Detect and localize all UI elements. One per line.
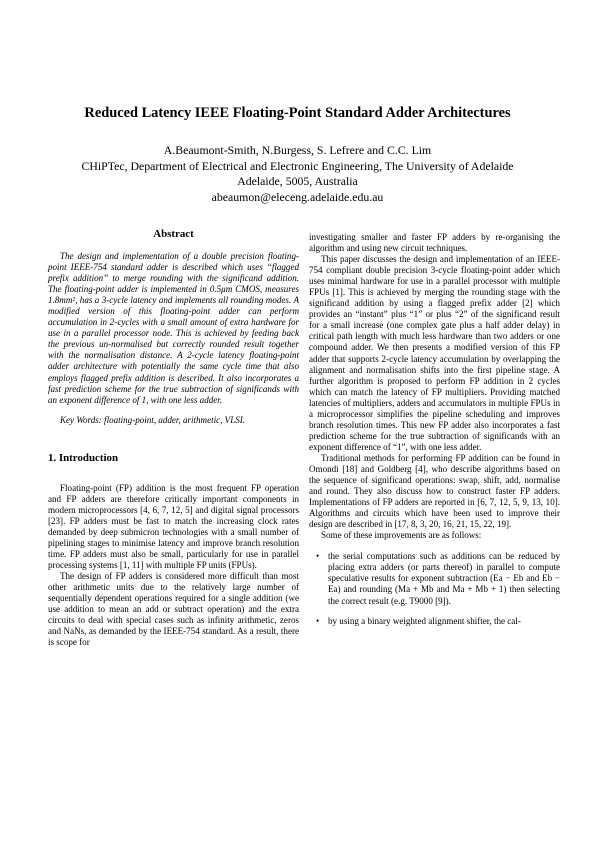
author-affiliation: CHiPTec, Department of Electrical and Electronic Engineering, The University of Adelaide (81, 158, 514, 173)
abstract-heading: Abstract (153, 228, 194, 240)
list-item (309, 551, 560, 606)
author-address: Adelaide, 5005, Australia (237, 174, 358, 188)
author-names: A.Beaumont-Smith, N.Burgess, S. Lefrere and C.C. Lim (163, 143, 432, 157)
abstract-section (48, 228, 299, 426)
body-paragraph: Some of these improvements are as follows: (321, 530, 482, 541)
body-paragraph: This paper discusses the design and implementation of an IEEE-754 compliant double precision 3-cycle floating-point adder which uses minimal hardware for use in a parallel processor with multiple FPUs [1]. This is achieved by merging the rounding stage with the significand addition by using a flagged prefix adder [2] which provides an “instant” plus “1” or plus “2” of the significand result for a small increase (one complex gate plus a half adder delay) in critical path length with much less hardware than two adders or one compound adder. We then presents a modified version of this FP adder that supports 2-cycle latency accumulation by overlapping the alignment and normalisation shifts into the first pipeline stage. A further algorithm is proposed to perform FP addition in 2 cycles which can match the latency of FP multipliers. Providing matched latencies of multipliers, adders and accumulators in multiple FPUs in a microprocessor simplifies the pipeline scheduling and improves branch resolution times. This new FP adder also incorporates a fast prediction scheme for the true subtraction of significands with an exponent difference of “1”, with one less adder. (309, 254, 560, 452)
left-column (48, 228, 299, 648)
intro-paragraph: The design of FP adders is considered more difficult than most other arithmetic units due to the relatively large number of sequentially dependent operations required for a single addition (we use addition to mean an add or subtract operation) and the extra circuits to deal with special cases such as infinity arithmetic, zeros and NaNs, as demanded by the IEEE-754 standard. As a result, there is scope for (48, 571, 299, 648)
list-item-text: by using a binary weighted alignment shifter, the cal- (328, 615, 521, 626)
keywords: Key Words: floating-point, adder, arithmetic, VLSI. (60, 414, 246, 425)
improvement-list (309, 551, 560, 626)
bullet-icon: • (316, 551, 320, 562)
body-paragraph: investigating smaller and faster FP adders by re-organising the algorithm and using new circuit techniques. (309, 232, 560, 254)
paper-title: Reduced Latency IEEE Floating-Point Standard Adder Architectures (84, 105, 511, 121)
intro-paragraph: Floating-point (FP) addition is the most frequent FP operation and FP adders are therefore critically important components in modern microprocessors [4, 6, 7, 12, 5] and digital signal processors [23]. FP adders must be fast to match the increasing clock rates demanded by deep submicron technologies with a small number of pipelining stages to minimise latency and improve branch resolution time. FP adders must also be small, particularly for use in parallel processing systems [1, 11] with multiple FP units (FPUs). (48, 482, 299, 571)
author-email: abeaumon@eleceng.adelaide.edu.au (211, 189, 384, 204)
list-item (309, 616, 560, 627)
author-block (40, 143, 555, 205)
body-paragraph: Traditional methods for performing FP addition can be found in Omondi [18] and Goldberg [4], who describe algorithms based on the sequence of significand operations: swap, shift, add, normalise and round. They also discuss how to construct faster FP adders. Implementations of FP adders are reported in [6, 7, 12, 5, 9, 13, 10]. Algorithms and circuits which have been used to improve their design are described in [17, 8, 3, 20, 16, 21, 15, 22, 19]. (309, 452, 560, 530)
bullet-icon: • (316, 615, 320, 626)
abstract-text: The design and implementation of a double precision floating-point IEEE-754 standard adder is described which uses “flagged prefix addition” to merge rounding with the significand addition. The floating-point adder is implemented in 0.5μm CMOS, measures 1.8mm², has a 3-cycle latency and implements all rounding modes. A modified version of this floating-point adder can perform accumulation in 2-cycles with a small amount of extra hardware for use in a parallel processor node. This is achieved by feeding back the previous un-normalised but correctly rounded result together with the normalisation distance. A 2-cycle latency floating-point adder architecture with potentially the same cycle time that also employs flagged prefix addition is described. It also incorporates a fast prediction scheme for the true subtraction of significands with an exponent difference of 1, with one less adder. (48, 251, 299, 405)
section-heading-introduction: 1. Introduction (48, 451, 118, 464)
list-item-text: the serial computations such as additions can be reduced by placing extra adders (or parts thereof) in parallel to compute speculative results for exponent subtraction (Ea − Eb and Eb − Ea) and rounding (Ma + Mb and Ma + Mb + 1) then selecting the correct result (e.g. T9000 [9]). (328, 551, 560, 606)
right-column (309, 232, 560, 636)
